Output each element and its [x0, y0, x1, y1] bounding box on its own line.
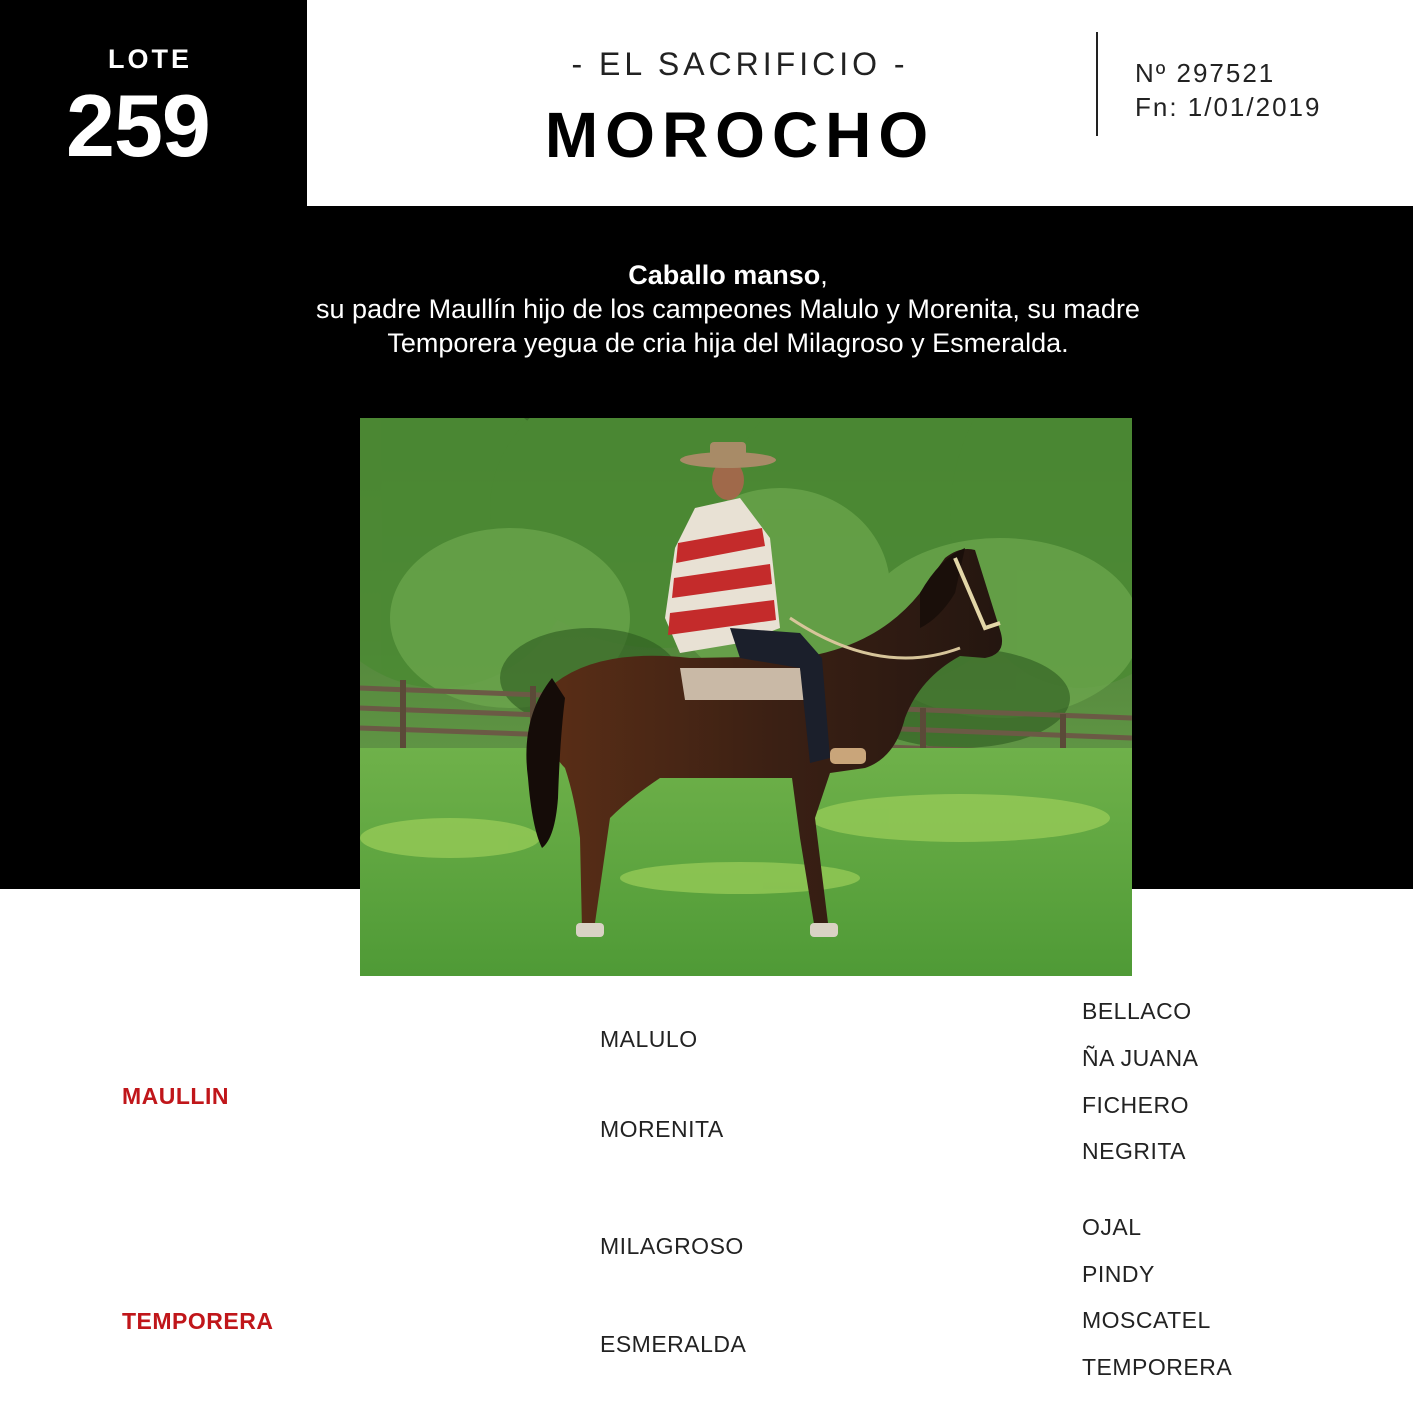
pedigree-dam: TEMPORERA [122, 1308, 274, 1334]
registry-number: Nº 297521 [1135, 58, 1276, 88]
pedigree-ggd-4: TEMPORERA [1082, 1354, 1233, 1380]
horse-name: MOROCHO [544, 99, 936, 171]
description [280, 258, 1176, 360]
pedigree-ggs-2: FICHERO [1082, 1092, 1189, 1118]
pedigree-sire: MAULLIN [122, 1083, 229, 1109]
pedigree-ggd-3: PINDY [1082, 1261, 1155, 1287]
lot-box [0, 0, 307, 206]
pedigree-ggs-1: BELLACO [1082, 998, 1192, 1024]
pedigree-ggs-3: OJAL [1082, 1214, 1142, 1240]
lot-label: LOTE [108, 44, 192, 74]
lot-number: 259 [66, 76, 210, 175]
description-line-1: su padre Maullín hijo de los campeones Malulo y Morenita, su madre [316, 294, 1140, 324]
description-lead-punct: , [820, 260, 828, 290]
header-divider [1096, 32, 1098, 136]
breeder-name: - EL SACRIFICIO - [571, 46, 909, 82]
description-lead: Caballo manso [628, 260, 821, 290]
pedigree-sire-sire: MALULO [600, 1026, 698, 1052]
pedigree-dam-sire: MILAGROSO [600, 1233, 744, 1259]
pedigree-ggs-4: MOSCATEL [1082, 1307, 1211, 1333]
pedigree-ggd-2: NEGRITA [1082, 1138, 1187, 1164]
pedigree-sire-dam: MORENITA [600, 1116, 724, 1142]
pedigree-dam-dam: ESMERALDA [600, 1331, 747, 1357]
horse-photo [360, 418, 1132, 976]
birth-date: Fn: 1/01/2019 [1135, 92, 1322, 122]
pedigree-ggd-1: ÑA JUANA [1082, 1045, 1199, 1071]
description-line-2: Temporera yegua de cria hija del Milagroso y Esmeralda. [387, 328, 1069, 358]
